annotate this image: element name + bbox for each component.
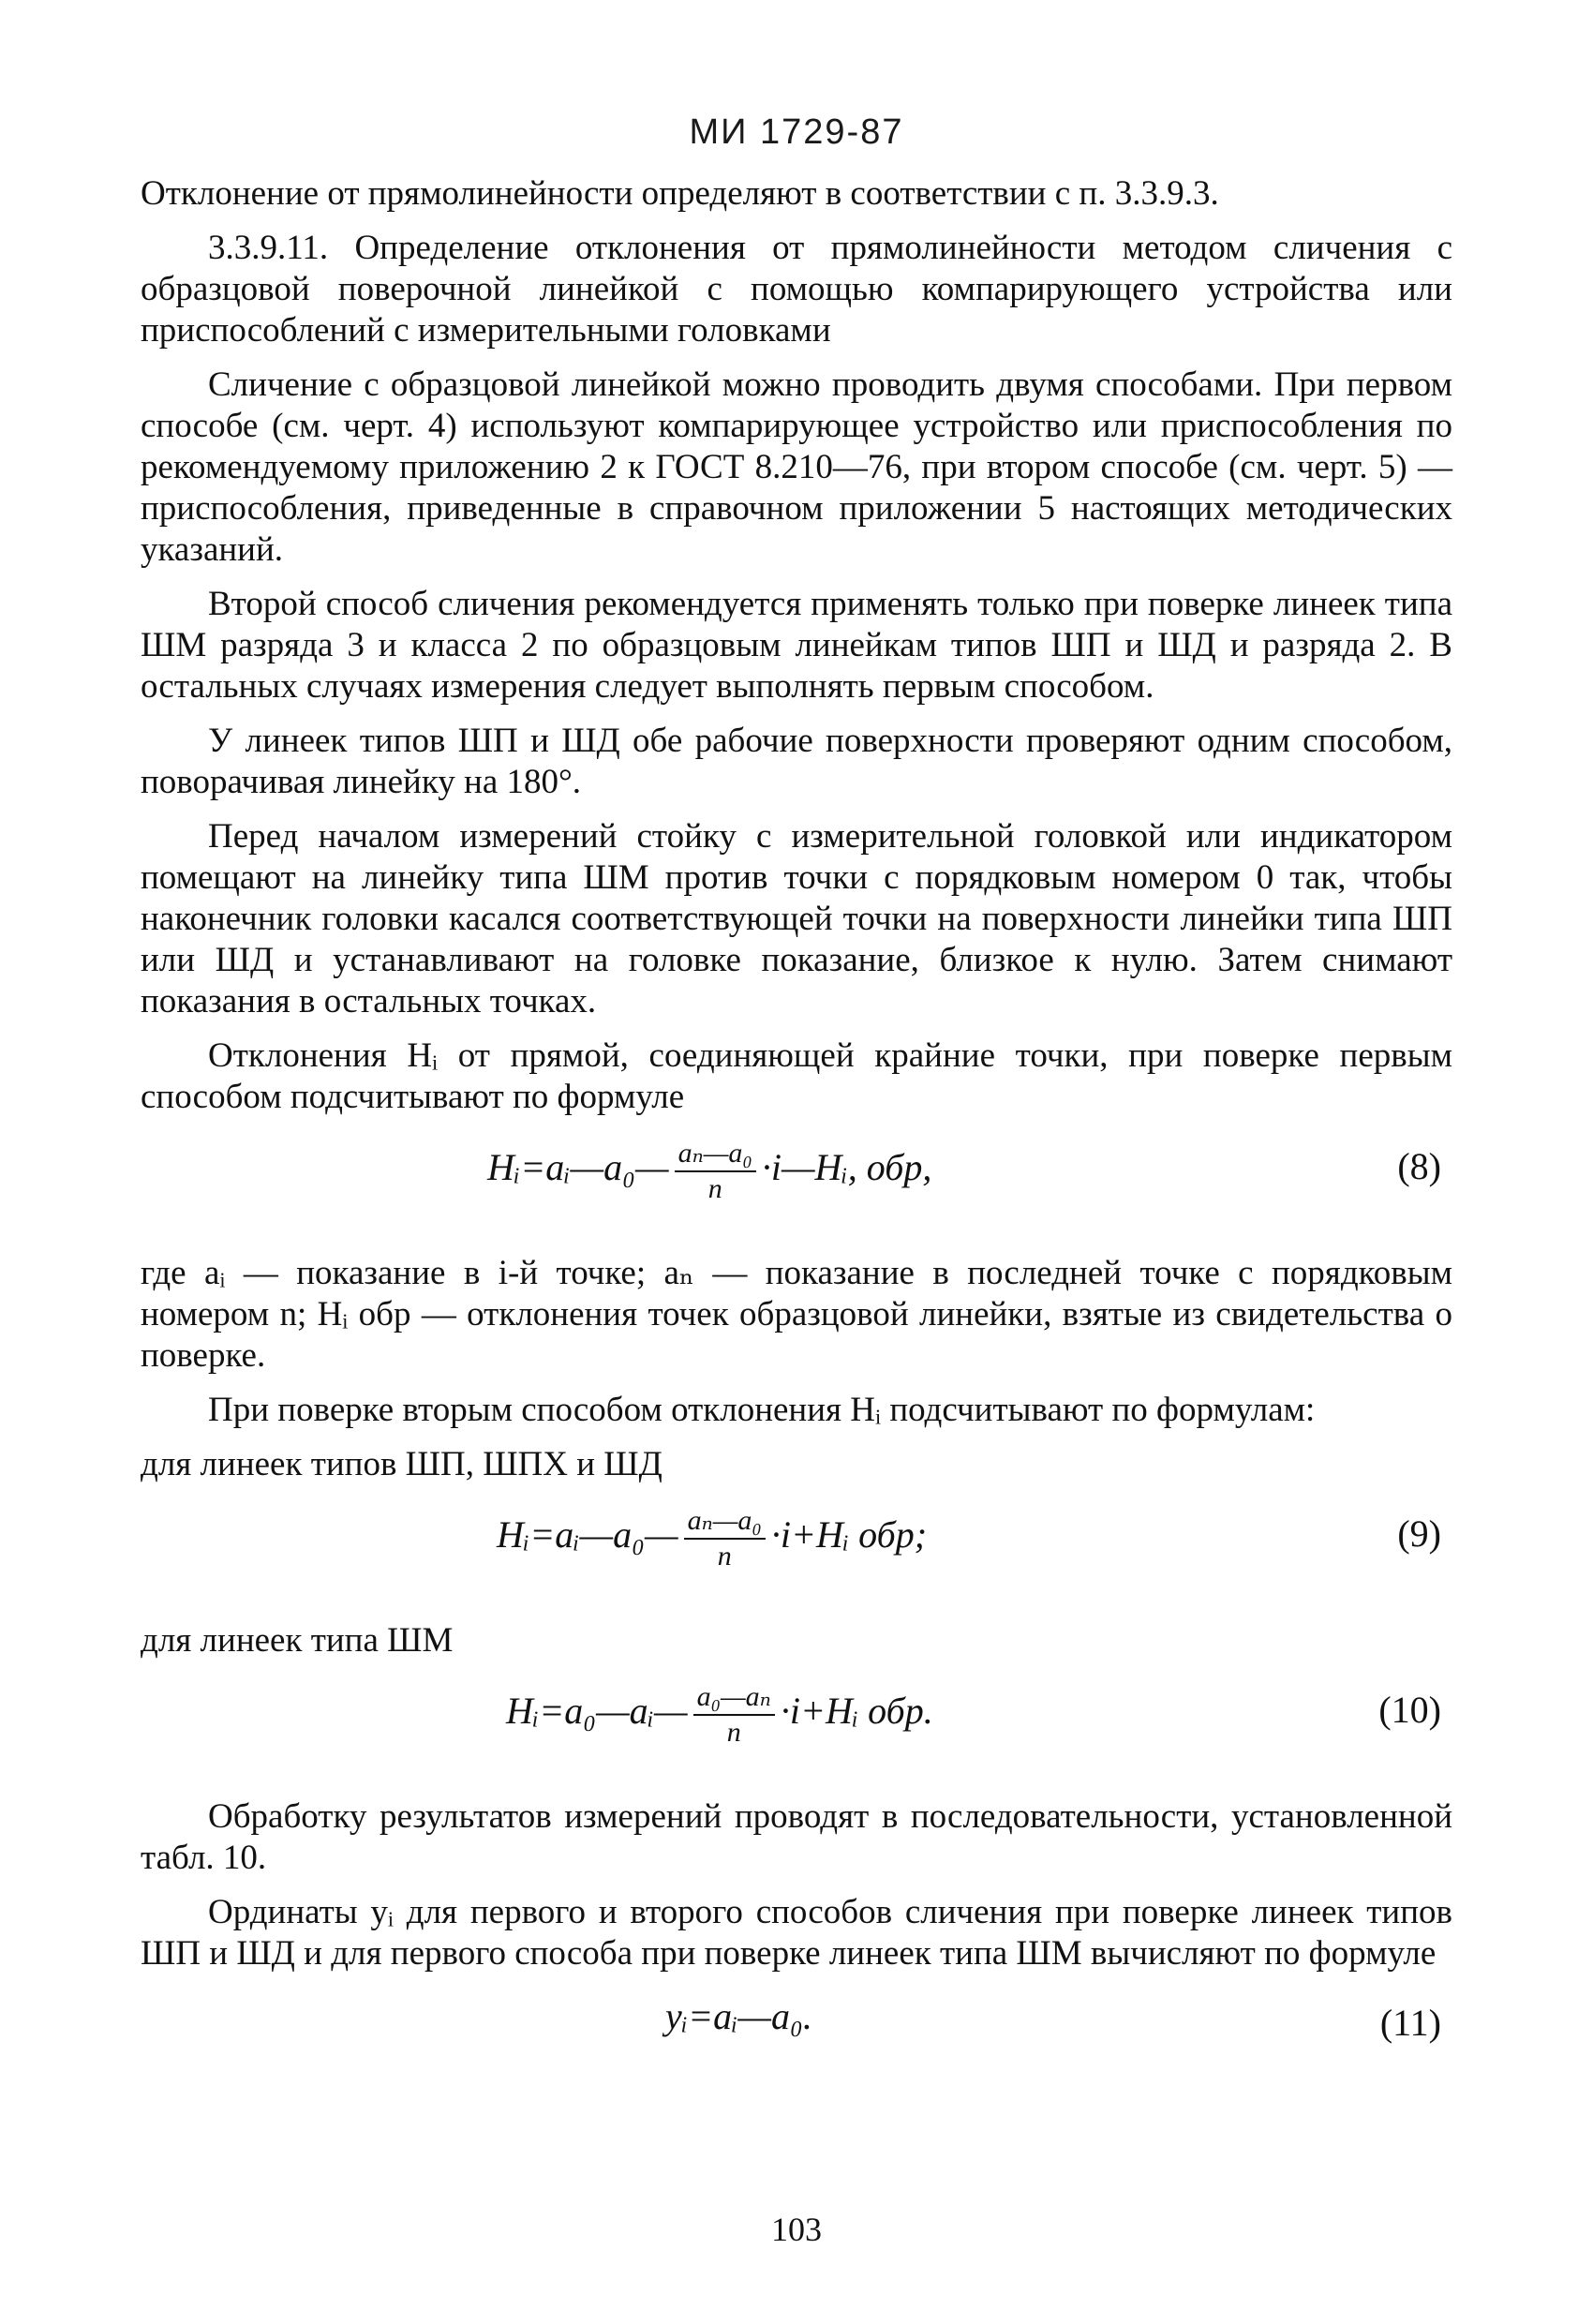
formula-10-number: (10) — [1378, 1689, 1441, 1731]
formula-9-lhs: Hᵢ=aᵢ—a₀— — [497, 1513, 678, 1557]
paragraph-12: Обработку результатов измерений проводят в последовательности, установленной табл. 10. — [141, 1797, 1452, 1877]
document-header: МИ 1729-87 — [689, 112, 904, 152]
formula-8-lhs: Hᵢ=aᵢ—a₀— — [487, 1146, 669, 1189]
formula-8 — [141, 1137, 1452, 1240]
formula-9-fraction — [684, 1504, 766, 1573]
formula-10-fraction — [693, 1680, 775, 1750]
page-number: 103 — [771, 2211, 822, 2248]
formula-8-number: (8) — [1397, 1145, 1441, 1187]
formula-10-expression — [506, 1680, 933, 1750]
formula-8-rhs: ·i—Hᵢ, обр, — [761, 1146, 932, 1189]
formula-8-denominator: n — [707, 1173, 722, 1204]
paragraph-11: для линеек типа ШМ — [141, 1621, 454, 1660]
paragraph-7: Отклонения Hᵢ от прямой, соединяющей крайние точки, при поверке первым способом подсчитывают по формуле — [141, 1036, 1452, 1116]
formula-11-number: (11) — [1379, 2002, 1441, 2044]
formula-9-expression — [497, 1504, 927, 1573]
formula-10-denominator: n — [726, 1717, 741, 1748]
paragraph-3: Сличение с образцовой линейкой можно проводить двумя способами. При первом способе (см. черт. 4) используют компарирующее устройство или приспособления по рекомендуемому приложению 2 к ГОСТ 8.210—76, при втором способе (см. черт. 5) — приспособления, приведенные в справочном приложении 5 настоящих методических указаний. — [141, 365, 1452, 569]
document-page — [141, 112, 1452, 2268]
formula-10-rhs: ·i+Hᵢ обр. — [780, 1690, 933, 1733]
formula-8-fraction — [675, 1137, 756, 1206]
formula-10 — [141, 1680, 1452, 1783]
formula-9 — [141, 1504, 1452, 1607]
paragraph-1: Отклонение от прямолинейности определяют в соответствии с п. 3.3.9.3. — [141, 174, 1219, 213]
formula-10-lhs: Hᵢ=a₀—aᵢ— — [506, 1690, 688, 1733]
formula-9-numerator: aₙ—a₀ — [684, 1504, 766, 1540]
paragraph-5: У линеек типов ШП и ШД обе рабочие поверхности проверяют одним способом, поворачивая линейку на 180°. — [141, 722, 1452, 801]
paragraph-9: При поверке вторым способом отклонения Hᵢ подсчитывают по формулам: — [208, 1391, 1316, 1429]
paragraph-10: для линеек типов ШП, ШПХ и ШД — [141, 1445, 663, 1483]
formula-11-expression: yᵢ=aᵢ—a₀. — [665, 1995, 812, 2037]
formula-11 — [141, 1993, 1452, 2079]
paragraph-4: Второй способ сличения рекомендуется применять только при поверке линеек типа ШМ разряда 3 и класса 2 по образцовым линейкам типов ШП и ШД и разряда 2. В остальных случаях измерения следует выполнять первым способом. — [141, 585, 1452, 706]
formula-9-number: (9) — [1397, 1512, 1441, 1555]
formula-8-numerator: aₙ—a₀ — [675, 1137, 756, 1172]
formula-9-rhs: ·i+Hᵢ обр; — [770, 1513, 928, 1557]
formula-8-expression — [487, 1137, 931, 1206]
paragraph-8: где aᵢ — показание в i-й точке; aₙ — показание в последней точке с порядковым номером n; Hᵢ обр — отклонения точек образцовой линейки, взятые из свидетельства о поверке. — [141, 1254, 1452, 1375]
formula-9-denominator: n — [717, 1541, 732, 1572]
paragraph-6: Перед началом измерений стойку с измерительной головкой или индикатором помещают на линейку типа ШМ против точки с порядковым номером 0 так, чтобы наконечник головки касался соответствующей точки на поверхности линейки типа ШП или ШД и устанавливают на головке показание, близкое к нулю. Затем снимают показания в остальных точках. — [141, 817, 1452, 1020]
paragraph-2: 3.3.9.11. Определение отклонения от прямолинейности методом сличения с образцовой поверочной линейкой с помощью компарирующего устройства или приспособлений с измерительными головками — [141, 229, 1452, 350]
paragraph-13: Ординаты yᵢ для первого и второго способов сличения при поверке линеек типов ШП и ШД и для первого способа при поверке линеек типа ШМ вычисляют по формуле — [141, 1893, 1452, 1973]
formula-10-numerator: a₀—aₙ — [693, 1680, 775, 1716]
